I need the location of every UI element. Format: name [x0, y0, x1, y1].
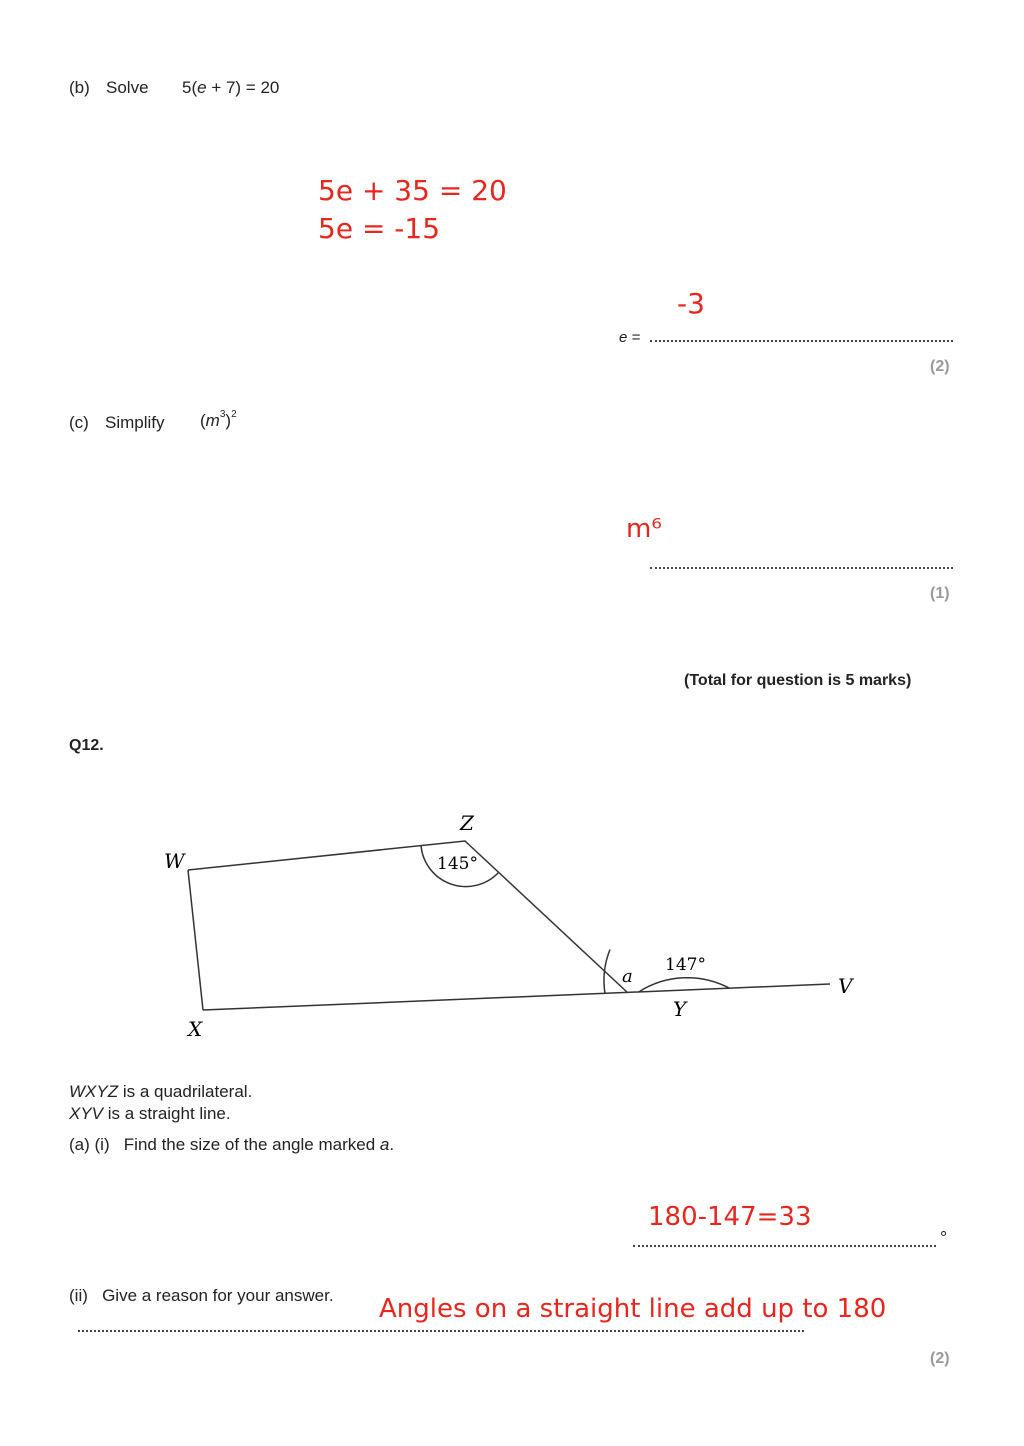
- edge-w-x: [188, 870, 203, 1010]
- part-b-working-line-1: 5e + 35 = 20: [318, 174, 507, 207]
- part-c-answer: m⁶: [626, 514, 662, 544]
- vertex-label-w: W: [164, 849, 185, 873]
- part-a-i-answer: 180-147=33: [648, 1202, 812, 1232]
- part-a-marks: (2): [930, 1350, 950, 1367]
- statement-quadrilateral: WXYZ is a quadrilateral.: [69, 1082, 253, 1101]
- part-a-ii-answer: Angles on a straight line add up to 180: [379, 1294, 887, 1324]
- part-a-i-answer-line: [633, 1245, 936, 1247]
- quadrilateral-diagram: [150, 800, 870, 1050]
- part-c-instruction: Simplify: [105, 413, 165, 432]
- angle-y-value: 147°: [665, 955, 706, 975]
- part-b-answer: -3: [677, 287, 705, 320]
- part-a-i-question: (a) (i) Find the size of the angle marked a.: [69, 1135, 395, 1154]
- part-c-answer-line: [650, 567, 953, 569]
- part-c-label: (c): [69, 413, 89, 432]
- part-b-marks: (2): [930, 358, 950, 375]
- part-b-instruction: Solve: [106, 78, 149, 97]
- degree-symbol: °: [940, 1228, 948, 1248]
- part-a-ii-question: (ii) Give a reason for your answer.: [69, 1286, 334, 1305]
- question-total: (Total for question is 5 marks): [684, 672, 912, 689]
- edge-w-z-y: [188, 841, 628, 993]
- part-b-label: (b): [69, 78, 90, 97]
- vertex-label-v: V: [838, 974, 853, 998]
- vertex-label-x: X: [188, 1017, 203, 1041]
- angle-z-value: 145°: [437, 854, 478, 874]
- vertex-label-z: Z: [460, 811, 474, 835]
- angle-a-arc: [604, 950, 610, 994]
- question-number: Q12.: [69, 737, 104, 754]
- part-b-answer-line: [650, 340, 953, 342]
- vertex-label-y: Y: [673, 997, 687, 1021]
- part-b-working-line-2: 5e = -15: [318, 212, 441, 245]
- part-c-marks: (1): [930, 585, 950, 602]
- part-b-equation: 5(e + 7) = 20: [182, 78, 280, 97]
- statement-straight-line: XYV is a straight line.: [69, 1104, 231, 1123]
- part-a-ii-answer-line: [78, 1330, 804, 1332]
- part-c-expression: $(m^3)^2$: [200, 409, 237, 430]
- angle-label-a: a: [622, 966, 633, 987]
- part-b-answer-label: e =: [619, 329, 641, 346]
- line-x-y-v: [203, 984, 830, 1010]
